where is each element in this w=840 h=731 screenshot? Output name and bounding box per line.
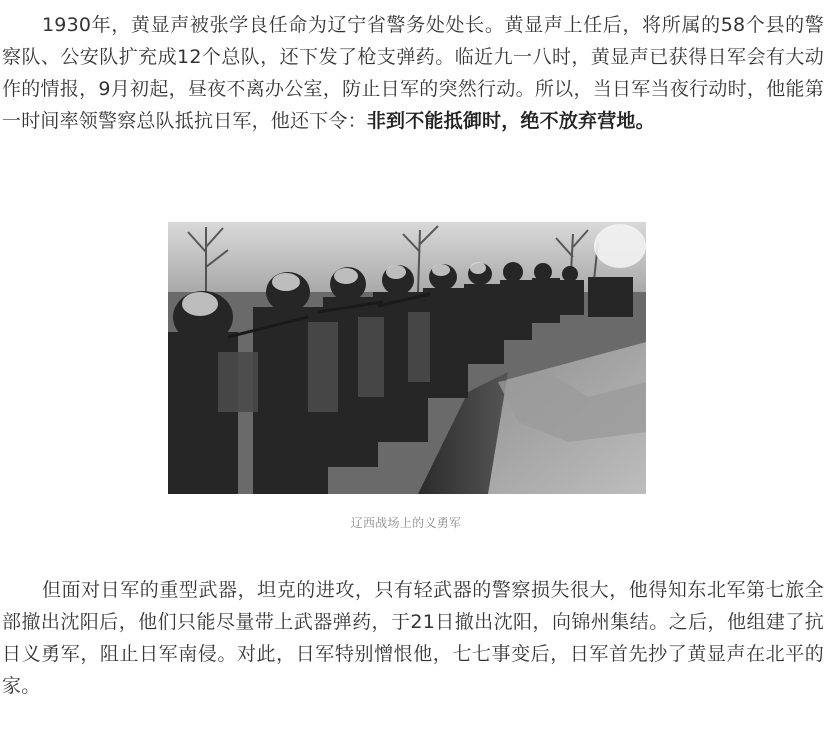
paragraph-1-bold-quote: 非到不能抵御时，绝不放弃营地。	[366, 110, 655, 132]
paragraph-1-text: 1930年，黄显声被张学良任命为辽宁省警务处处长。黄显声上任后，将所属的58个县的警察队、公安队扩充成12个总队，还下发了枪支弹药。临近九一八时，黄显声已获得日军会有大动作的情报，9月初起，昼夜不离办公室，防止日军的突然行动。所以，当日军当夜行动时，他能第一时间率领警察总队抵抗日军，他还下令：	[2, 14, 824, 132]
historical-photo	[168, 222, 646, 494]
paragraph-1	[2, 9, 824, 137]
photo-illustration	[168, 222, 646, 494]
paragraph-2: 但面对日军的重型武器，坦克的进攻，只有轻武器的警察损失很大，他得知东北军第七旅全部撤出沈阳后，他们只能尽量带上武器弹药，于21日撤出沈阳，向锦州集结。之后，他组建了抗日义勇军，阻止日军南侵。对此，日军特别憎恨他，七七事变后，日军首先抄了黄显声在北平的家。	[2, 579, 824, 697]
photo-caption: 辽西战场上的义勇军	[350, 516, 462, 530]
